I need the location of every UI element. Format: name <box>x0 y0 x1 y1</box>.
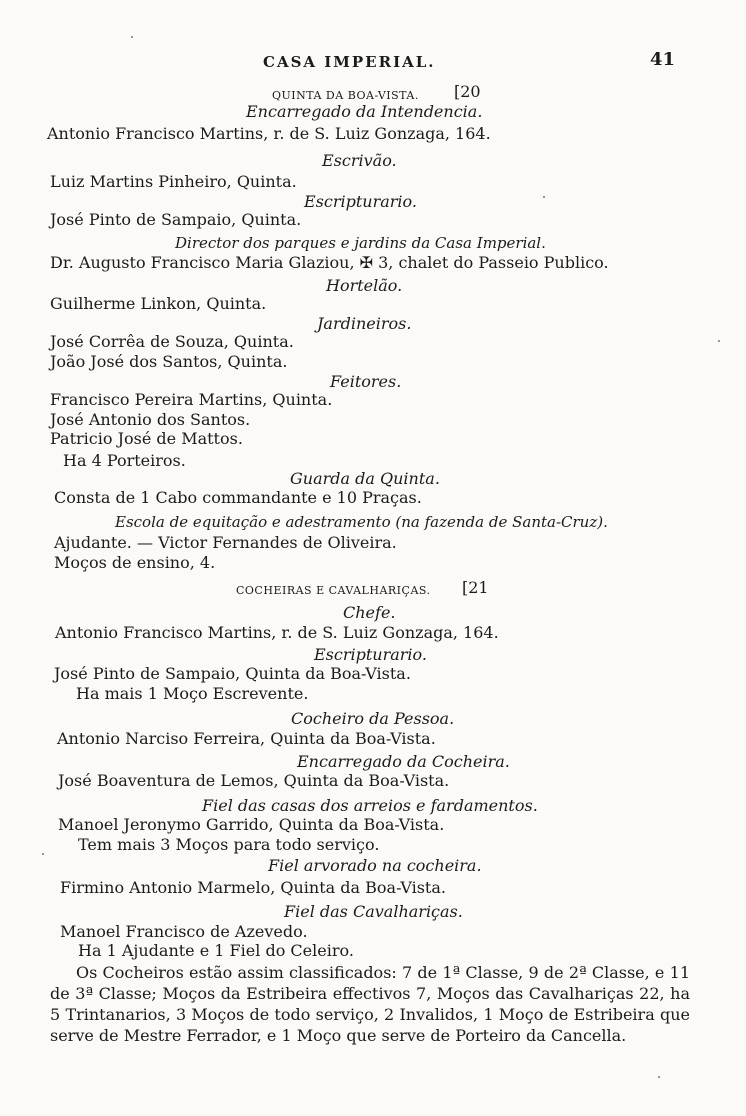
scan-speck <box>658 1076 660 1078</box>
entry-line: José Antonio dos Santos. <box>50 410 251 429</box>
role-heading: Escrivão. <box>322 151 397 170</box>
closing-paragraph: Os Cocheiros estão assim classificados: 7 de 1ª Classe, 9 de 2ª Classe, e 11 de 3ª Classe; Moços da Estribeira effectivos 7, Moços das Cavalhariças 22, ha 5 Trintanarios, 3 Moços de todo serviço, 2 Invalidos, 1 Moço de Estribeira que serve de Mestre Ferrador, e 1 Moço que serve de Porteiro da Cancella. <box>50 963 690 1045</box>
section-title: COCHEIRAS E CAVALHARIÇAS. <box>236 584 431 597</box>
entry-line: Manoel Jeronymo Garrido, Quinta da Boa-Vista. <box>58 815 445 834</box>
scan-speck <box>42 853 44 855</box>
role-heading: Jardineiros. <box>317 314 412 333</box>
entry-line: Antonio Narciso Ferreira, Quinta da Boa-Vista. <box>57 729 436 748</box>
role-heading: Chefe. <box>343 603 396 622</box>
role-heading: Escripturario. <box>304 192 417 211</box>
entry-line: José Corrêa de Souza, Quinta. <box>50 332 294 351</box>
section-number: [20 <box>454 82 481 101</box>
entry-line: Patricio José de Mattos. <box>50 429 243 448</box>
entry-line: José Boaventura de Lemos, Quinta da Boa-Vista. <box>58 771 450 790</box>
entry-line: João José dos Santos, Quinta. <box>50 352 288 371</box>
role-heading: Guarda da Quinta. <box>290 469 440 488</box>
entry-line: Ha 1 Ajudante e 1 Fiel do Celeiro. <box>78 941 354 960</box>
entry-line: Manoel Francisco de Azevedo. <box>60 922 308 941</box>
entry-line: Moços de ensino, 4. <box>54 553 216 572</box>
running-title: CASA IMPERIAL. <box>263 53 436 71</box>
scan-speck <box>543 196 545 198</box>
role-heading: Director dos parques e jardins da Casa Imperial. <box>175 234 546 252</box>
scan-speck <box>131 36 133 38</box>
entry-line: Ha 4 Porteiros. <box>63 451 186 470</box>
entry-line: Ha mais 1 Moço Escrevente. <box>76 684 309 703</box>
role-heading: Hortelão. <box>326 276 403 295</box>
entry-line: Antonio Francisco Martins, r. de S. Luiz Gonzaga, 164. <box>47 124 491 143</box>
entry-line: Luiz Martins Pinheiro, Quinta. <box>50 172 297 191</box>
role-heading: Encarregado da Cocheira. <box>297 752 510 771</box>
entry-line: Ajudante. — Victor Fernandes de Oliveira. <box>54 533 397 552</box>
role-heading: Fiel das Cavalhariças. <box>284 902 463 921</box>
role-heading: Escola de equitação e adestramento (na fazenda de Santa-Cruz). <box>115 513 608 531</box>
role-heading: Fiel arvorado na cocheira. <box>268 856 482 875</box>
section-number: [21 <box>462 578 489 597</box>
page-number: 41 <box>650 49 676 70</box>
entry-line: José Pinto de Sampaio, Quinta da Boa-Vista. <box>54 664 411 683</box>
role-heading: Encarregado da Intendencia. <box>246 102 483 121</box>
section-title: QUINTA DA BOA-VISTA. <box>272 89 419 102</box>
role-heading: Cocheiro da Pessoa. <box>291 709 455 728</box>
entry-line: Guilherme Linkon, Quinta. <box>50 294 267 313</box>
role-heading: Feitores. <box>330 372 402 391</box>
entry-line: Consta de 1 Cabo commandante e 10 Praças. <box>54 488 422 507</box>
role-heading: Fiel das casas dos arreios e fardamentos. <box>202 796 538 815</box>
entry-line: Firmino Antonio Marmelo, Quinta da Boa-Vista. <box>60 878 446 897</box>
entry-line: Tem mais 3 Moços para todo serviço. <box>78 835 380 854</box>
entry-line: Francisco Pereira Martins, Quinta. <box>50 390 333 409</box>
role-heading: Escripturario. <box>314 645 427 664</box>
entry-line: Antonio Francisco Martins, r. de S. Luiz Gonzaga, 164. <box>55 623 499 642</box>
scan-speck <box>718 340 720 342</box>
entry-line: Dr. Augusto Francisco Maria Glaziou, ✠ 3, chalet do Passeio Publico. <box>50 253 609 272</box>
entry-line: José Pinto de Sampaio, Quinta. <box>50 210 302 229</box>
